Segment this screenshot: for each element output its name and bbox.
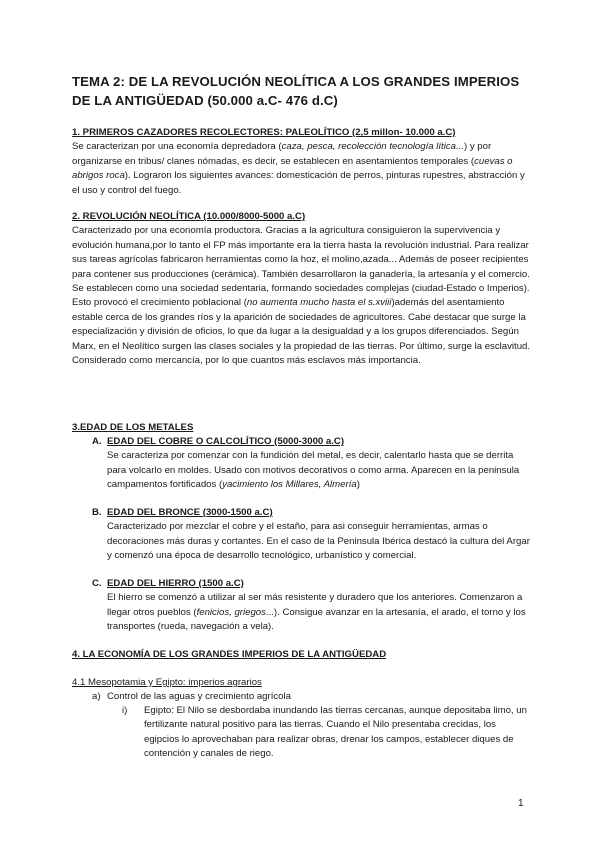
subsection-bronce [92,506,532,564]
section-paragraph [72,140,534,198]
subsection-mesopotamia [72,676,534,690]
text-run: Se caracterizan por una economía depredadora ( [72,141,282,153]
subsection-cobre [92,435,532,493]
text-run: Caracterizado por una economía productora. Gracias a la agricultura consiguieron la supervivencia y evolución humana,por lo tanto el FP más importante era la tierra hasta la revolución industrial. Para realizar sus tareas agrícolas fabricaron herramientas como la hoz, el molino,azada... Además de poseer recipientes para contener sus producciones (cerámica). También desarrollaron la ganadería, la artesanía y el comercio. Se establecen como una sociedad sedentaria, formando sociedades complejas (ciudad-Estado o Imperios). Esto provocó el crecimiento poblacional ( [72,225,530,309]
text-run: ). Lograron los siguientes avances: domesticación de perros, pinturas rupestres, abstracción y el uso y control del fuego. [72,170,525,196]
text-run: ) [356,479,360,491]
section-heading: 4. LA ECONOMÍA DE LOS GRANDES IMPERIOS DE LA ANTIGÜEDAD [72,649,387,660]
subsection-title: 4.1 Mesopotamia y Egipto: imperios agrarios [72,677,262,688]
section-heading: 3.EDAD DE LOS METALES [72,422,194,433]
section-heading: 1. PRIMEROS CAZADORES RECOLECTORES: PALEOLÍTICO (2,5 millon- 10.000 a.C) [72,127,456,138]
subsection-heading: EDAD DEL HIERRO (1500 a.C) [107,578,244,589]
text-run: )además del asentamiento estable cerca de los grandes ríos y la aparición de sociedades de agricultores. Cabe destacar que surge la especialización y división de oficios, lo que da lugar a la desigualdad y a los grupos diferenciados. Según Marx, en el Neolítico surgen las clases sociales y la propiedad de las tierras. Por último, surge la esclavitud. Considerado como mercancía, por lo que cuantos más esclavos más importancia. [72,297,531,367]
italic-run: caza, pesca, recolección tecnología lítica... [281,141,464,153]
subsection-heading: EDAD DEL COBRE O CALCOLÍTICO (5000-3000 a.C) [107,436,345,447]
text-run: ) y por organizarse en tribus/ clanes nómadas, es decir, se establecen en asentamientos temporales ( [72,141,492,167]
section-paragraph [72,224,534,368]
text-run: ...). Consigue avanzar en la artesanía, el arado, el torno y los transportes (rueda, navegación a vela). [107,606,526,633]
list-label: a) [92,691,101,702]
list-item-a [92,690,532,704]
text-run: El hierro se comenzó a utilizar al ser más resistente y duradero que los anteriores. Comenzaron a llegar otros pueblos ( [107,592,523,618]
italic-run: no aumenta mucho hasta el s.xviii [246,297,392,309]
text-run: Se caracteriza por comenzar con la fundición del metal, es decir, calentarlo hasta que se derrita para volcarlo en moldes. Usado con motivos decorativos o como arma. Aparecen en la peninsula campamentos fortificados ( [107,450,520,491]
section-neolitica [72,210,534,368]
italic-run: yacimiento los Millares, Almería [222,479,357,491]
list-item-text: Control de las aguas y crecimiento agrícola [107,691,291,702]
page-number: 1 [518,798,524,809]
list-item-i [122,704,532,762]
section-heading: 2. REVOLUCIÓN NEOLÍTICA (10.000/8000-5000 a.C) [72,211,306,222]
document-title: TEMA 2: DE LA REVOLUCIÓN NEOLÍTICA A LOS GRANDES IMPERIOS DE LA ANTIGÜEDAD (50.000 a.C- 476 d.C) [72,74,520,108]
subsection-paragraph [107,591,532,634]
italic-run: fenicios, griegos [196,606,266,618]
list-label: A. [92,436,102,447]
subsection-hierro [92,577,532,635]
italic-run: cuevas o abrigos roca [72,155,513,182]
section-economia [72,648,534,662]
section-metales [72,421,534,435]
section-paleolitico [72,126,534,198]
list-item-text: Egipto: El Nilo se desbordaba inundando las tierras cercanas, aunque depositaba limo, un fertilizante natural positivo para las tierras. Cuando el Nilo presentaba crecidas, los egipcios lo aprovechaban para realizar obras, drenar los campos, establecer diques de contención y canales de riego. [144,705,527,760]
subsection-paragraph [107,449,532,492]
list-label: i) [122,705,128,716]
list-label: C. [92,578,102,589]
subsection-heading: EDAD DEL BRONCE (3000-1500 a.C) [107,507,273,518]
subsection-paragraph: Caracterizado por mezclar el cobre y el estaño, para asi conseguir herramientas, armas o decoraciones más duras y cortantes. En el caso de la Peninsula Ibérica destacó la cultura del Argar y comenzó una época de desarrollo tecnológico, urbanístico y comercial. [107,521,530,562]
list-label: B. [92,507,102,518]
